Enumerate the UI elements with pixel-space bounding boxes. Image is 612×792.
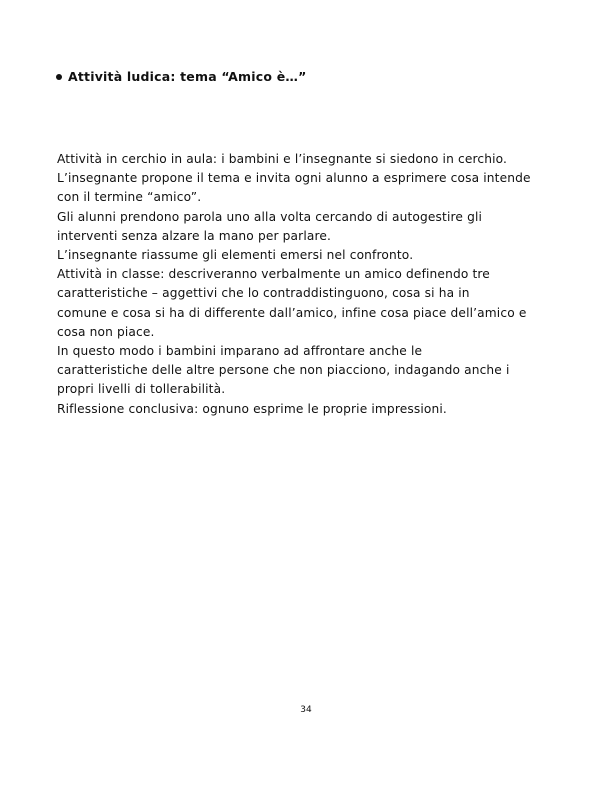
text-line: Riflessione conclusiva: ognuno esprime le proprie impressioni.: [57, 401, 447, 416]
activity-heading: [56, 69, 307, 84]
text-line: L’insegnante propone il tema e invita ogni alunno a esprimere cosa intende: [57, 171, 531, 186]
text-line: con il termine “amico”.: [57, 190, 202, 205]
text-line: L’insegnante riassume gli elementi emersi nel confronto.: [57, 248, 414, 263]
text-line: comune e cosa si ha di differente dall’amico, infine cosa piace dell’amico e: [57, 305, 527, 320]
bullet-icon: [56, 74, 62, 80]
text-line: caratteristiche – aggettivi che lo contraddistinguono, cosa si ha in: [57, 286, 470, 301]
page-number: 34: [300, 705, 312, 715]
activity-heading-text: Attività ludica: tema “Amico è…”: [68, 69, 307, 84]
text-line: Attività in cerchio in aula: i bambini e l’insegnante si siedono in cerchio.: [57, 152, 508, 166]
text-line: cosa non piace.: [57, 324, 155, 339]
text-line: In questo modo i bambini imparano ad affrontare anche le: [57, 344, 423, 359]
text-line: interventi senza alzare la mano per parlare.: [57, 228, 332, 243]
text-line: Attività in classe: descriveranno verbalmente un amico definendo tre: [57, 267, 490, 282]
activity-description: [57, 150, 557, 419]
text-line: propri livelli di tollerabilità.: [57, 382, 226, 397]
text-line: Gli alunni prendono parola uno alla volta cercando di autogestire gli: [57, 209, 483, 224]
text-line: caratteristiche delle altre persone che non piacciono, indagando anche i: [57, 363, 510, 378]
